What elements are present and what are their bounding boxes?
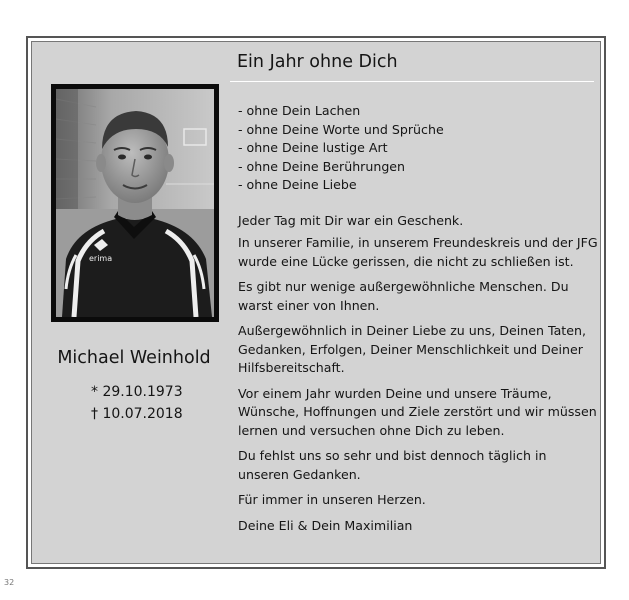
list-item: - ohne Deine Worte und Sprüche — [238, 121, 444, 137]
shirt-logo-text: erima — [89, 254, 113, 263]
birth-date: * 29.10.1973 — [91, 384, 183, 400]
paragraph-year-ago: Vor einem Jahr wurden Deine und unsere Träume, Wünsche, Hoffnungen und Ziele zerstört und wir müssen lernen und versuchen ohne Dich zu leben. — [238, 385, 597, 438]
obituary-text — [238, 102, 600, 542]
page-number: 32 — [4, 578, 15, 587]
without-list — [238, 102, 600, 195]
paragraph-exceptional: Es gibt nur wenige außergewöhnliche Menschen. Du warst einer von Ihnen. — [238, 279, 569, 313]
paragraph-gift: Jeder Tag mit Dir war ein Geschenk. — [238, 212, 464, 228]
list-item: - ohne Deine Berührungen — [238, 158, 406, 174]
obituary-frame — [26, 36, 606, 569]
obituary-title: Ein Jahr ohne Dich — [237, 52, 398, 72]
death-date: † 10.07.2018 — [91, 406, 183, 422]
paragraph-family: In unserer Familie, in unserem Freundeskreis und der JFG wurde eine Lücke gerissen, die nicht zu schließen ist. — [238, 235, 598, 269]
signature: Deine Eli & Dein Maximilian — [238, 517, 413, 533]
paragraph-qualities: Außergewöhnlich in Deiner Liebe zu uns, Deinen Taten, Gedanken, Erfolgen, Deiner Menschlichkeit und Deiner Hilfsbereitschaft. — [238, 323, 586, 375]
obituary-panel — [31, 41, 601, 564]
paragraph-missed: Du fehlst uns so sehr und bist dennoch täglich in unseren Gedanken. — [238, 448, 547, 482]
title-divider — [230, 81, 594, 82]
list-item: - ohne Deine lustige Art — [238, 140, 388, 155]
person-name: Michael Weinhold — [57, 348, 211, 368]
paragraph-forever: Für immer in unseren Herzen. — [238, 492, 426, 507]
portrait-image — [56, 89, 214, 317]
portrait-photo — [51, 84, 219, 322]
list-item: - ohne Dein Lachen — [238, 103, 361, 118]
list-item: - ohne Deine Liebe — [238, 177, 357, 192]
life-dates — [91, 381, 183, 425]
